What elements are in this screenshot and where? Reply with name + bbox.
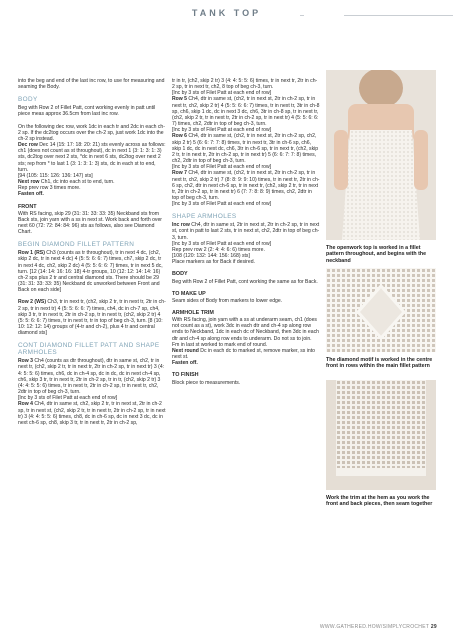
inc-note-3: [Inc by 3 sts of Filet Patt at each end of row] [172, 164, 272, 171]
photo-tank-top-model [326, 70, 436, 240]
text-column-1 [18, 78, 166, 432]
dec-instructions: On the following dec row, work 1dc in each tr and 2dc in each ch-2 sp. If the dc2tog occurs over the ch-2 sp, just work 1dc into the ch-2 sp instead. [18, 123, 165, 142]
row1-label: Row 1 (RS) [18, 250, 45, 257]
heading-cont-diamond: CONT DIAMOND FILLET PATT AND SHAPE ARMHOLES [18, 342, 160, 357]
page-footer [320, 624, 437, 630]
model-illustration [326, 70, 436, 240]
finish-paragraph: Block piece to measurements. [172, 379, 241, 386]
fasten-off: Fasten off. [18, 191, 44, 198]
inc-row-text: Ch4, dtr in same st, 2tr in next st, 2tr in ch-2 sp, tr in next st, cont in patt to last 2 sts, tr in next st, ch2, 2dtr in top of beg ch-3, turn. [172, 222, 320, 241]
row2-paragraph [18, 299, 166, 336]
dec-row-label: Dec row [18, 142, 38, 149]
body-paragraph-dec [18, 124, 166, 198]
row2-text: Ch3, tr in next tr, (ch2, skip 2 tr, tr in next tr, 2tr in ch-2 sp, tr in next tr) 4 (5: 5: 6: 6: 7) times, ch4, dc in ch-7 sp, ch4, skip 3 tr, tr in next tr, 2tr in ch-2 sp, tr in next tr, (ch2, skip 2 tr) 4 (5: 5: 6: 6: 7) times, tr in next tr, tr in top of beg ch-3, turn. [8 (10: 10: 12: 12: 14) groups of (4-tr and ch-2), plus 4 tr and central diamond sts] [18, 299, 166, 337]
heading-front: FRONT [18, 203, 37, 210]
caption-diamond: The diamond motif is worked in the centre front in rows within the main fillet pattern [326, 357, 433, 370]
col2-p1: tr in tr, (ch2, skip 2 tr) 3 (4: 4: 5: 5: 6) times, tr in next tr, 2tr in ch-2 sp, tr in next tr, ch2, 8 top of beg ch-3, turn. [172, 78, 318, 91]
trim-paragraph [172, 317, 320, 366]
inc-note-1: [Inc by 3 sts of Filet Patt at each end of row] [172, 90, 272, 97]
photo-diamond-detail [326, 268, 436, 352]
row1-paragraph [18, 250, 166, 293]
row4-text: Ch4, dtr in same st, ch2, skip 2 tr, tr in next st, 2tr in ch-2 sp, tr in next st, (ch2, skip 2 tr, tr in next tr, 2tr in ch-2 sp, tr in next tr) 3 (4: 4: 5: 5: 6) times, ch8, dc in ch-6 sp, dc in next 3 dc, dc in next ch-6 sp, ch8, skip 3 tr, tr in next tr, 2tr in ch-2 sp, [18, 401, 166, 426]
inc-note-5: [Inc by 3 sts of Filet Patt at each end of row] [172, 240, 272, 247]
heading-body: BODY [18, 96, 38, 104]
next-row-label: Next row [18, 179, 40, 186]
row3-label: Row 3 [18, 358, 34, 365]
body-paragraph: Beg with Row 2 of Fillet Patt, cont working evenly in patt until piece meas approx 36.5cm from last inc row. [18, 105, 156, 118]
caption-openwork: The openwork top is worked in a fillet pattern throughout, and begins with the neckband [326, 245, 427, 264]
inc-row-label: Inc row [172, 222, 190, 229]
rep-prev: Rep prev row 2 (2: 4: 4: 6: 6) times more. [172, 246, 265, 253]
heading-body-2: BODY [172, 271, 188, 278]
row1-text: Ch3 (counts as tr throughout), tr in next 4 dc, (ch2, skip 2 dc, tr in next 4 dc) 4 (5: 5: 6: 6: 7) times, ch7, skip 2 dc, tr in next 4 dc, ch2, skip 2 dc) 4 (5: 5: 6: 6: 7) times, tr in next 5 dc, turn. [12 (14: 14: 16: 16: 18) 4-tr groups, 10 (12: 12: 14: 14: 16) ch-2 sps plus 2 tr and central diamond sts. There should be 29 (31: 31: 33: 33: 35) Neckband dc unworked between Front and Back on each side] [18, 250, 163, 294]
row3-text: Ch4 (counts as dtr throughout), dtr in same st, ch2, tr in next tr, (ch2, skip 2 tr, tr in next tr, 2tr in ch-2 sp, tr in next tr) 3 (4: 4: 5: 5: 6) times, ch6, dc in ch-4 sp, dc in dc, dc in next ch-4 sp, ch6, skip 3 tr, tr in next tr, 2tr in ch-2 sp, tr in tr, (ch2, skip 2 tr) 3 (4: 4: 5: 5: 6) times, tr in next tr, 2tr in ch-2 sp, tr in next tr, ch2, 2dtr in top of beg ch-3, turn. [18, 358, 165, 396]
row3-paragraph [18, 358, 166, 426]
front-paragraph: With RS facing, skip 29 (31: 31: 33: 33: 35) Neckband sts from Back sts, join yarn with a ss in next st. Work back and forth over next 60 (72: 72: 84: 84: 96) sts as follows, also see Diamond Chart. [18, 210, 163, 236]
text-column-2 [172, 78, 320, 392]
next-round-label: Next round [172, 347, 199, 354]
row7-label: Row 7 [172, 170, 188, 177]
inc-note-2: [Inc by 3 sts of Filet Patt at each end of row] [172, 127, 272, 134]
photo-hem-detail [326, 380, 436, 490]
stitch-counts: [108 (120: 132: 144: 156: 168) sts] [172, 253, 250, 260]
page-header-title: TANK TOP [191, 8, 262, 18]
header-rule-right [344, 15, 453, 16]
makeup-paragraph: Seam sides of Body from markers to lower edge. [172, 297, 283, 304]
heading-armhole-trim: ARMHOLE TRIM [172, 310, 214, 316]
caption-trim: Work the trim at the hem as you work the front and back pieces, then seam together [326, 495, 433, 508]
footer-site: WWW.GATHERED.HOW/SIMPLYCROCHET [319, 624, 430, 630]
next-row-text: Ch1, dc into each st to end, turn. [39, 179, 115, 186]
trim-text: With RS facing, join yarn with a ss at underarm seam, ch1 (does not count as a st), work 3dc in each dtr and ch-4 sp along row ends to Neckband, 1dc in each dc of Neckband, then 3dc in each dtr and ch-4 sp along row ends to underarm. Do not ss to join. Fm in last st worked to mark end of round. [172, 317, 319, 348]
dec-row-text: Dec 14 (15: 17: 18: 20: 21) sts evenly across as follows: ch1 (does not count as st throughout), dc in next 1 (3: 1: 3: 1: 3) sts, dc2tog over next 2 sts, *dc in next 6 sts, dc2tog over next 2 sts; rep from * to last 1 (3: 1: 3: 1: 3) sts, dc in each st to end, turn. [18, 142, 166, 173]
page-number: 29 [430, 624, 437, 630]
row5-text: Ch4, dtr in same st, (ch2, tr in next st, 2tr in ch-2 sp, tr in next tr, ch2, skip 2 tr) 4 (5: 5: 6: 6: 7) times, tr in next tr, 3tr in ch-8 sp, ch6, skip 1 dc, dc in next 3 dc, ch6, 3tr in ch-8 sp, tr in next tr, (ch2, skip 2 tr, tr in next tr, 2tr in ch-2 sp, tr in next tr) 4 (5: 5: 6: 6: 7) times, ch2, 2dtr in top of beg ch-3, turn. [172, 96, 320, 128]
col2-paragraph-1 [172, 78, 320, 207]
armholes-paragraph [172, 222, 320, 265]
row6-label: Row 6 [172, 133, 188, 140]
fasten-off-2: Fasten off. [172, 360, 198, 367]
row7-text: Ch4, dtr in same st, (ch2, tr in next st, 2tr in ch-2 sp, tr in next tr, ch2, skip 2 tr) 7 (8: 8: 9: 9: 10) times, tr in next tr, 2tr in ch-6 sp, ch2, dtr in next ch-6 sp, tr in next tr, (ch2, skip 2 tr, tr in next tr, 2tr in ch-2 sp, tr in next tr) 6 (7: 7: 8: 8: 9) times, ch2, 2dtr in top of beg ch-3, turn. [172, 170, 320, 201]
heading-make-up: TO MAKE UP [172, 290, 206, 297]
row6-text: Ch4, dtr in same st, (ch2, tr in next st, 2tr in ch-2 sp, ch2, skip 2 tr) 5 (6: 6: 7: 7: 8) times, tr in next tr, 3tr in ch-6 sp, ch6, skip 1 dc, dc in next dc, ch6, 3tr in ch-6 sp, tr in next tr, (ch2, skip 2 tr, tr in next tr, 2tr in ch-2 sp, tr in next tr) 5 (6: 6: 7: 7: 8) times, ch2, 2dtr in top of beg ch-3, turn. [172, 133, 319, 165]
header-rule-left [300, 15, 304, 16]
diamond-illustration [326, 268, 436, 352]
row5-label: Row 5 [172, 96, 188, 103]
row2-label: Row 2 (WS) [18, 299, 47, 306]
body-paragraph-2: Beg with Row 2 of Fillet Patt, cont working the same as for Back. [172, 278, 318, 285]
heading-to-finish: TO FINISH [172, 372, 199, 379]
repeat-text: Rep prev row 3 times more. [18, 185, 81, 192]
heading-diamond: BEGIN DIAMOND FILLET PATTERN [18, 241, 135, 249]
row4-label: Row 4 [18, 401, 34, 408]
intro-paragraph: into the beg and end of the last inc row, to use for measuring and seaming the Body. [18, 78, 165, 91]
dec-counts: [94 (105: 115: 126: 136: 147) sts] [18, 172, 93, 179]
row3-inc: [Inc by 3 sts of Filet Patt at each end of row] [18, 395, 118, 402]
next-round-text: Dc in each dc to marked st, remove marker, ss into next st. [172, 347, 315, 361]
hem-illustration [326, 380, 436, 490]
inc-note-4: [Inc by 3 sts of Filet Patt at each end of row] [172, 201, 272, 208]
heading-shape-armholes: SHAPE ARMHOLES [172, 213, 237, 221]
place-markers: Place markers as for Back if desired. [172, 259, 255, 266]
